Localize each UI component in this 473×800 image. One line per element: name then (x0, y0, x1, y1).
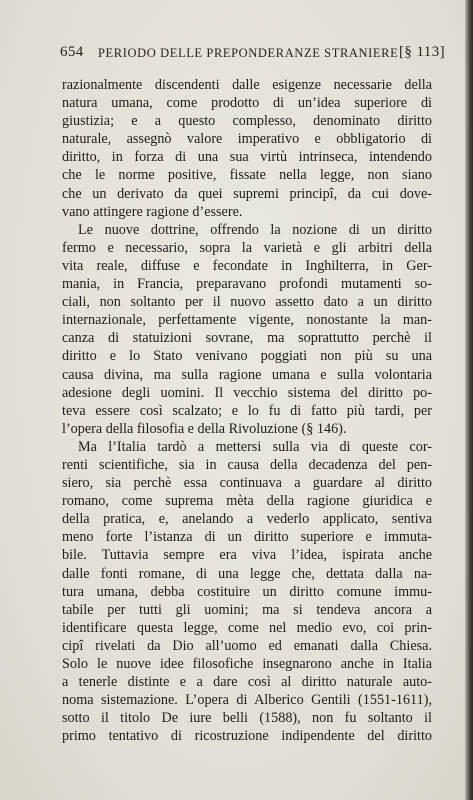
text-line: romano, come suprema mèta della ragione giuridica e (62, 493, 432, 510)
text-line: internazionale, perfettamente vigente, nonostante la man- (62, 312, 432, 329)
text-line: primo tentativo di ricostruzione indipendente del diritto (62, 728, 432, 745)
text-line: Le nuove dottrine, offrendo la nozione di un diritto (78, 221, 432, 238)
text-line: l’opera della filosofia e della Rivoluzione (§ 146). (62, 420, 347, 437)
text-line: natura umana, come prodotto di un’idea superiore di (62, 95, 432, 112)
text-line: naturale, assegnò valore imperativo e obbligatorio di (62, 131, 432, 148)
text-line: dalle fonti romane, di una legge che, dettata dalla na- (62, 565, 432, 582)
running-title: PERIODO DELLE PREPONDERANZE STRANIERE (98, 46, 399, 60)
text-line: sotto il titolo De iure belli (1588), non fu soltanto il (62, 710, 432, 727)
running-header (60, 44, 445, 64)
text-line: meno forte l’istanza di un diritto superiore e immuta- (62, 529, 432, 546)
text-line: causa divina, ma sulla ragione umana e sulla volontaria (62, 366, 432, 383)
text-line: mania, in Francia, preparavano profondi mutamenti so- (62, 276, 432, 293)
page-number: 654 (60, 44, 84, 60)
text-line: identificare questa legge, come nel medio evo, coi prin- (62, 619, 432, 636)
text-line: che un derivato da quei supremi principî, da cui dove- (62, 185, 432, 202)
text-line: diritto e lo Stato venivano poggiati non più su una (62, 348, 432, 365)
text-line: canza di statuizioni sovrane, ma soprattutto perchè il (62, 330, 432, 347)
body-text (62, 76, 432, 745)
text-line: cipî rivelati da Dio all’uomo ed emanati dalla Chiesa. (62, 637, 432, 654)
page-edge-shadow (465, 0, 473, 800)
text-line: vita reale, diffuse e fecondate in Inghilterra, in Ger- (62, 257, 432, 274)
text-line: adesione degli uomini. Il vecchio sistema del diritto po- (62, 384, 432, 401)
text-line: siero, sia perchè essa continuava a guardare al diritto (62, 475, 432, 492)
text-line: che le norme positive, fissate nella legge, non siano (62, 167, 432, 184)
text-line: Ma l’Italia tardò a mettersi sulla via di queste cor- (78, 438, 432, 455)
text-line: vano attingere ragione d’essere. (62, 203, 243, 220)
text-line: della pratica, e, anelando a vederlo applicato, sentiva (62, 511, 432, 528)
text-line: a tenerle distinte e a dare così al diritto naturale auto- (62, 674, 432, 691)
text-line: tabile per tutti gli uomini; ma si tendeva ancora a (62, 601, 432, 618)
section-reference: [§ 113] (399, 44, 445, 60)
text-line: teva essere così scalzato; e lo fu di fatto più tardi, per (62, 402, 432, 419)
text-line: Solo le nuove idee filosofiche insegnarono anche in Italia (62, 656, 432, 672)
text-line: fermo e necessario, sopra la varietà e gli arbitri della (62, 239, 432, 256)
text-line: giustizia; e a questo complesso, denominato diritto (62, 113, 432, 130)
text-line: ciali, non soltanto per il nuovo assetto dato a un diritto (62, 294, 432, 311)
text-line: noma sistemazione. L’opera di Alberico Gentili (1551-1611), (62, 692, 432, 709)
text-line: tura umana, debba costituire un diritto comune immu- (62, 583, 432, 600)
text-line: diritto, in forza di una sua virtù intrinseca, intendendo (62, 149, 432, 166)
text-line: bile. Tuttavia sempre era viva l’idea, ispirata anche (62, 547, 432, 564)
text-line: razionalmente discendenti dalle esigenze necessarie della (62, 77, 432, 93)
text-line: renti scientifiche, sia in causa della decadenza del pen- (62, 456, 432, 473)
